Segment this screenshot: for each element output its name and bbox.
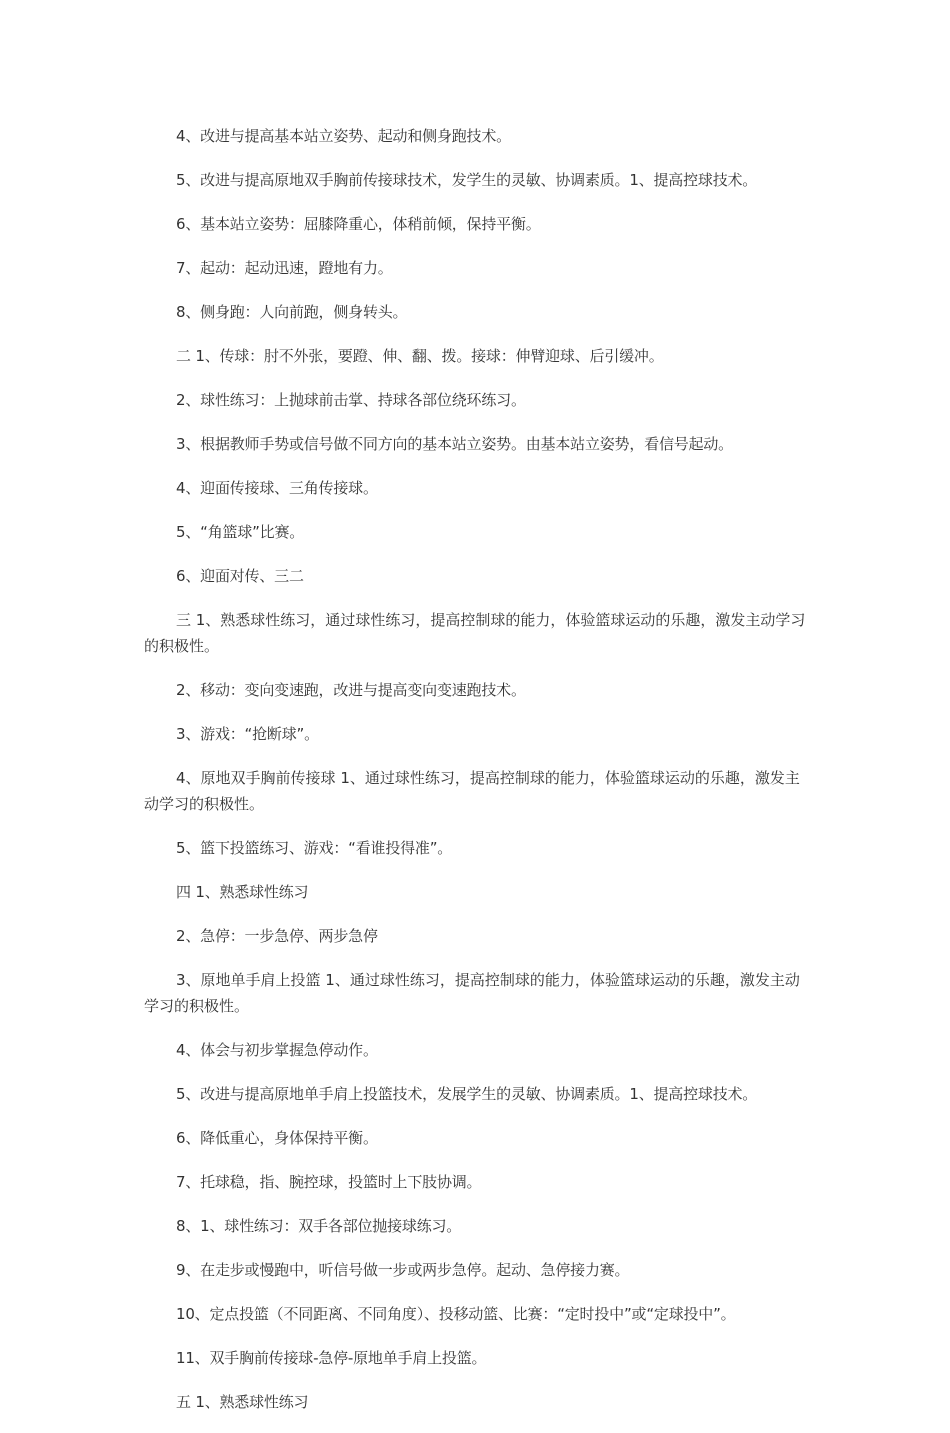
paragraph: 3、原地单手肩上投篮 1、通过球性练习，提高控制球的能力，体验篮球运动的乐趣，激发主动学习的积极性。 xyxy=(144,971,800,1015)
paragraph: 7、起动：起动迅速，蹬地有力。 xyxy=(176,259,393,277)
paragraph: 7、托球稳，指、腕控球，投篮时上下肢协调。 xyxy=(176,1173,482,1191)
paragraph: 4、迎面传接球、三角传接球。 xyxy=(176,479,378,497)
paragraph: 4、原地双手胸前传接球 1、通过球性练习，提高控制球的能力，体验篮球运动的乐趣，激发主动学习的积极性。 xyxy=(144,769,800,813)
paragraph: 4、改进与提高基本站立姿势、起动和侧身跑技术。 xyxy=(176,127,511,145)
paragraph: 5、“角篮球”比赛。 xyxy=(176,523,305,541)
paragraph: 10、定点投篮（不同距离、不同角度）、投移动篮、比赛：“定时投中”或“定球投中”。 xyxy=(176,1305,736,1323)
paragraph: 8、1、球性练习：双手各部位抛接球练习。 xyxy=(176,1217,462,1235)
paragraph: 3、根据教师手势或信号做不同方向的基本站立姿势。由基本站立姿势，看信号起动。 xyxy=(176,435,733,453)
paragraph: 3、游戏：“抢断球”。 xyxy=(176,725,319,743)
paragraph: 二 1、传球：肘不外张，要蹬、伸、翻、拨。接球：伸臂迎球、后引缓冲。 xyxy=(176,347,664,365)
paragraph: 11、双手胸前传接球-急停-原地单手肩上投篮。 xyxy=(176,1349,487,1367)
paragraph: 5、改进与提高原地双手胸前传接球技术，发学生的灵敏、协调素质。1、提高控球技术。 xyxy=(176,171,758,189)
paragraph: 8、侧身跑：人向前跑，侧身转头。 xyxy=(176,303,408,321)
paragraph: 四 1、熟悉球性练习 xyxy=(176,883,309,901)
paragraph: 2、急停：一步急停、两步急停 xyxy=(176,927,378,945)
paragraph: 2、球性练习：上抛球前击掌、持球各部位绕环练习。 xyxy=(176,391,526,409)
paragraph: 五 1、熟悉球性练习 xyxy=(176,1393,309,1411)
paragraph: 6、基本站立姿势：屈膝降重心，体稍前倾，保持平衡。 xyxy=(176,215,541,233)
paragraph: 三 1、熟悉球性练习，通过球性练习，提高控制球的能力，体验篮球运动的乐趣，激发主动学习的积极性。 xyxy=(144,611,806,655)
paragraph: 5、篮下投篮练习、游戏：“看谁投得准”。 xyxy=(176,839,453,857)
paragraph: 4、体会与初步掌握急停动作。 xyxy=(176,1041,378,1059)
paragraph: 6、迎面对传、三二 xyxy=(176,567,304,585)
paragraph: 5、改进与提高原地单手肩上投篮技术，发展学生的灵敏、协调素质。1、提高控球技术。 xyxy=(176,1085,758,1103)
document-body xyxy=(144,123,812,1433)
paragraph: 6、降低重心，身体保持平衡。 xyxy=(176,1129,378,1147)
paragraph: 2、移动：变向变速跑，改进与提高变向变速跑技术。 xyxy=(176,681,526,699)
paragraph: 9、在走步或慢跑中，听信号做一步或两步急停。起动、急停接力赛。 xyxy=(176,1261,630,1279)
